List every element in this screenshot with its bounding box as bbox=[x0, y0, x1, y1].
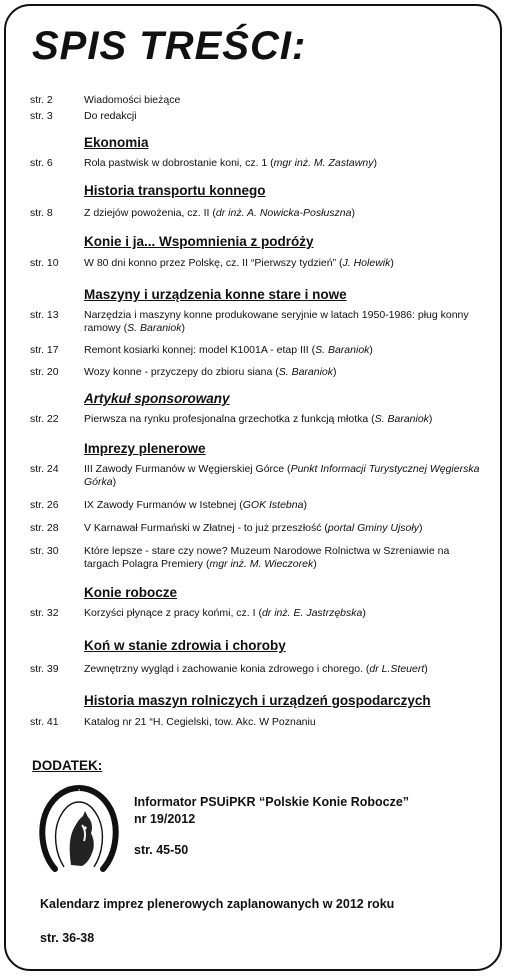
entry-title: Remont kosiarki konnej: model K1001A - etap III (S. Baraniok) bbox=[84, 344, 373, 356]
section-heading-maszyny: Maszyny i urządzenia konne stare i nowe bbox=[84, 287, 347, 302]
entry-page: str. 24 bbox=[30, 463, 59, 475]
entry-title: Wozy konne - przyczepy do zbioru siana (S. Baraniok) bbox=[84, 366, 337, 378]
entry-author: J. Holewik bbox=[342, 257, 391, 269]
entry-page: str. 20 bbox=[30, 366, 59, 378]
logo-letter: i bbox=[78, 788, 81, 797]
entry-author: S. Baraniok bbox=[374, 413, 429, 425]
entry-author: portal Gminy Ujsoły bbox=[327, 522, 419, 534]
section-heading-ekonomia: Ekonomia bbox=[84, 135, 149, 150]
entry-page: str. 2 bbox=[30, 94, 53, 106]
entry-title: Do redakcji bbox=[84, 110, 137, 122]
entry-title: IX Zawody Furmanów w Istebnej (GOK Istebna) bbox=[84, 499, 307, 511]
entry-title: Pierwsza na rynku profesjonalna grzechotka z funkcją młotka (S. Baraniok) bbox=[84, 413, 433, 425]
entry-author: GOK Istebna bbox=[242, 499, 304, 511]
entry-page: str. 30 bbox=[30, 545, 59, 557]
entry-author: Punkt Informacji Turystycznej Węgierska Górka bbox=[84, 463, 480, 488]
logo-letter: U bbox=[59, 797, 65, 806]
entry-title: Katalog nr 21 “H. Cegielski, tow. Akc. W Poznaniu bbox=[84, 716, 316, 728]
section-heading-imprezy: Imprezy plenerowe bbox=[84, 441, 206, 456]
entry-page: str. 13 bbox=[30, 309, 59, 321]
supplement-pages: str. 45-50 bbox=[134, 843, 189, 857]
page-title: SPIS TREŚCI: bbox=[32, 24, 307, 68]
supplement-line-2: nr 19/2012 bbox=[134, 812, 196, 826]
logo-letter: P bbox=[93, 797, 99, 806]
logo-letter: R bbox=[106, 831, 112, 840]
section-heading-historia-maszyn: Historia maszyn rolniczych i urządzeń gospodarczych bbox=[84, 693, 431, 708]
entry-page: str. 3 bbox=[30, 110, 53, 122]
entry-title: Które lepsze - stare czy nowe? Muzeum Narodowe Rolnictwa w Szreniawie na targach Polagra Premiery (mgr inż. M. Wieczorek) bbox=[84, 545, 450, 570]
supplement-heading: DODATEK: bbox=[32, 758, 103, 773]
entry-page: str. 6 bbox=[30, 157, 53, 169]
calendar-title: Kalendarz imprez plenerowych zaplanowanych w 2012 roku bbox=[40, 897, 395, 911]
logo-letter: P bbox=[46, 831, 52, 840]
section-heading-transport: Historia transportu konnego bbox=[84, 183, 266, 198]
entry-author: dr inż. A. Nowicka-Posłuszna bbox=[215, 207, 352, 219]
entry-page: str. 41 bbox=[30, 716, 59, 728]
entry-page: str. 28 bbox=[30, 522, 59, 534]
entry-title: Wiadomości bieżące bbox=[84, 94, 181, 106]
entry-author: mgr inż. M. Zastawny bbox=[273, 157, 374, 169]
section-heading-konie-robocze: Konie robocze bbox=[84, 585, 178, 600]
entry-page: str. 17 bbox=[30, 344, 59, 356]
entry-page: str. 39 bbox=[30, 663, 59, 675]
entry-author: S. Baraniok bbox=[278, 366, 334, 378]
section-heading-sponsorowany: Artykuł sponsorowany bbox=[84, 391, 230, 406]
section-heading-zdrowie: Koń w stanie zdrowia i choroby bbox=[84, 638, 286, 653]
entry-author: dr inż. E. Jastrzębska bbox=[261, 607, 363, 619]
entry-page: str. 8 bbox=[30, 207, 53, 219]
horse-horseshoe-logo bbox=[38, 783, 120, 875]
logo-letter: S bbox=[49, 813, 55, 822]
entry-page: str. 10 bbox=[30, 257, 59, 269]
entry-page: str. 26 bbox=[30, 499, 59, 511]
entry-title: III Zawody Furmanów w Węgierskiej Górce (Punkt Informacji Turystycznej Węgierska Górka) bbox=[84, 463, 480, 488]
entry-page: str. 22 bbox=[30, 413, 59, 425]
entry-author: S. Baraniok bbox=[127, 322, 182, 334]
entry-title: Narzędzia i maszyny konne produkowane seryjnie w latach 1950-1986: pług konny ramowy (S. Baraniok) bbox=[84, 309, 469, 334]
entry-title: W 80 dni konno przez Polskę, cz. II “Pierwszy tydzień” (J. Holewik) bbox=[84, 257, 394, 269]
supplement-line-1: Informator PSUiPKR “Polskie Konie Robocze” bbox=[134, 795, 410, 809]
entry-author: dr L.Steuert bbox=[369, 663, 425, 675]
entry-author: mgr inż. M. Wieczorek bbox=[209, 558, 314, 570]
entry-title: Zewnętrzny wygląd i zachowanie konia zdrowego i chorego. (dr L.Steuert) bbox=[84, 663, 428, 675]
logo-letter: K bbox=[103, 813, 109, 822]
entry-title: Z dziejów powożenia, cz. II (dr inż. A. Nowicka-Posłuszna) bbox=[84, 207, 355, 219]
entry-author: S. Baraniok bbox=[315, 344, 370, 356]
entry-title: Rola pastwisk w dobrostanie koni, cz. 1 (mgr inż. M. Zastawny) bbox=[84, 157, 377, 169]
calendar-pages: str. 36-38 bbox=[40, 931, 95, 945]
entry-page: str. 32 bbox=[30, 607, 59, 619]
entry-title: Korzyści płynące z pracy końmi, cz. I (dr inż. E. Jastrzębska) bbox=[84, 607, 366, 619]
section-heading-konie-i-ja: Konie i ja... Wspomnienia z podróży bbox=[84, 234, 314, 249]
entry-title: V Karnawał Furmański w Złatnej - to już przeszłość (portal Gminy Ujsoły) bbox=[84, 522, 423, 534]
